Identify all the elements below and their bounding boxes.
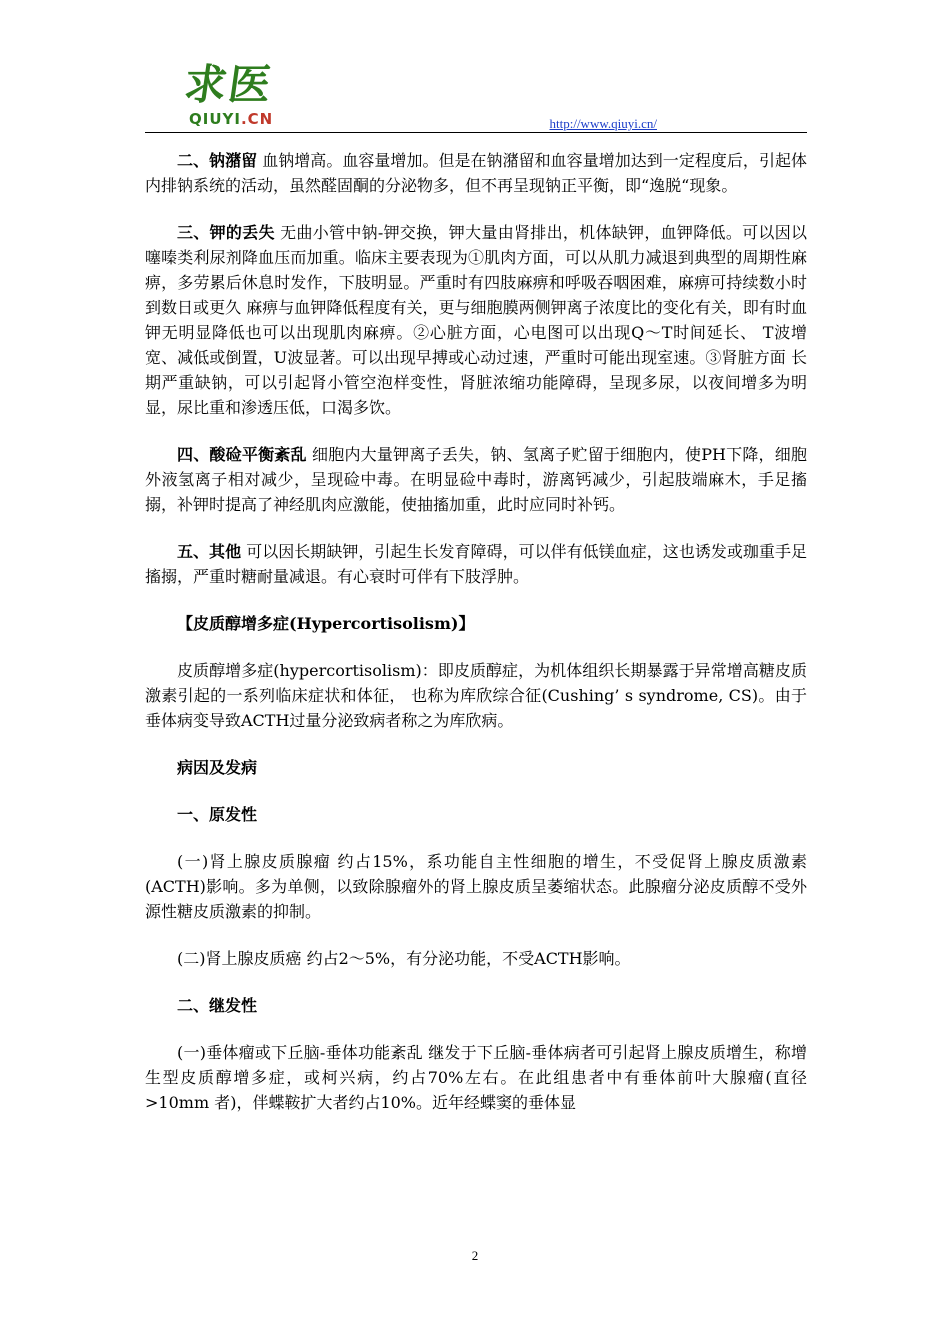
- paragraph-text: 血钠增高。血容量增加。但是在钠潴留和血容量增加达到一定程度后，引起体内排钠系统的活动，虽然醛固酮的分泌物多，但不再呈现钠正平衡，即“逸脱“现象。: [145, 151, 807, 195]
- paragraph-acid-base: [145, 442, 807, 517]
- page-header: [145, 48, 807, 134]
- paragraph-heading: 五、其他: [177, 542, 242, 561]
- logo-english-text: [189, 110, 273, 128]
- paragraph-adenoma: (一)肾上腺皮质腺瘤 约占15%，系功能自主性细胞的增生，不受促肾上腺皮质激素(ACTH)影响。多为单侧，以致除腺瘤外的肾上腺皮质呈萎缩状态。此腺瘤分泌皮质醇不受外源性糖皮质激素的抑制。: [145, 852, 807, 921]
- paragraph-heading: 四、酸硷平衡紊乱: [177, 445, 307, 464]
- paragraph-text: 可以因长期缺钾，引起生长发育障碍，可以伴有低镁血症，这也诱发或珈重手足搐搦，严重时糖耐量减退。有心衰时可伴有下肢浮肿。: [145, 542, 807, 586]
- header-divider: [145, 132, 807, 133]
- logo-en-right: .CN: [240, 110, 274, 128]
- section-title: 【皮质醇增多症(Hypercortisolism)】: [177, 614, 475, 633]
- paragraph-potassium-loss: [145, 220, 807, 420]
- paragraph-pituitary: (一)垂体瘤或下丘脑-垂体功能紊乱 继发于下丘脑-垂体病者可引起肾上腺皮质增生，称增生型皮质醇增多症，或柯兴病，约占70%左右。在此组患者中有垂体前叶大腺瘤(直径>10mm 者)，伴蝶鞍扩大者约占10%。近年经蝶窦的垂体显: [145, 1043, 807, 1112]
- subheading-secondary: 二、继发性: [177, 996, 258, 1015]
- paragraph-definition: 皮质醇增多症(hypercortisolism)：即皮质醇症，为机体组织长期暴露于异常增高糖皮质激素引起的一系列临床症状和体征， 也称为库欣综合征(Cushing’ s syndrome, CS)。由于垂体病变导致ACTH过量分泌致病者称之为库欣病。: [145, 661, 807, 730]
- qiuyi-logo: [181, 52, 345, 132]
- paragraph-text: 细胞内大量钾离子丢失，钠、氢离子贮留于细胞内，使PH下降，细胞外液氢离子相对减少，呈现硷中毒。在明显硷中毒时，游离钙减少，引起肢端麻木，手足搐搦，补钾时提高了神经肌肉应激能，使抽搐加重，此时应同时补钙。: [145, 445, 807, 514]
- paragraph-other: [145, 539, 807, 589]
- paragraph-heading: 三、钾的丢失: [177, 223, 275, 242]
- logo-en-left: QIUYI: [189, 110, 241, 128]
- subheading-etiology: 病因及发病: [177, 758, 258, 777]
- paragraph-text: 无曲小管中钠-钾交换，钾大量由肾排出，机体缺钾，血钾降低。可以因以噻嗪类利尿剂降血压而加重。临床主要表现为①肌肉方面，可以从肌力减退到典型的周期性麻痹，多劳累后休息时发作，下肢明显。严重时有四肢麻痹和呼吸吞咽困难，麻痹可持续数小时到数日或更久 麻痹与血钾降低程度有关，更与细胞膜两侧钾离子浓度比的变化有关，即有时血钾无明显降低也可以出现肌肉麻痹。②心脏方面，心电图可以出现Q～T时间延长、 T波增宽、减低或倒置，U波显著。可以出现早搏或心动过速，严重时可能出现室速。③肾脏方面 长期严重缺钠，可以引起肾小管空泡样变性，肾脏浓缩功能障碍，呈现多尿，以夜间增多为明显，尿比重和渗透压低，口渴多饮。: [145, 223, 807, 417]
- site-url-link[interactable]: http://www.qiuyi.cn/: [549, 116, 657, 131]
- subheading-primary: 一、原发性: [177, 805, 258, 824]
- document-body: [145, 148, 807, 1115]
- logo-chinese-text: 求医: [181, 60, 277, 109]
- paragraph-sodium-retention: [145, 148, 807, 198]
- paragraph-carcinoma: (二)肾上腺皮质癌 约占2～5%，有分泌功能，不受ACTH影响。: [177, 949, 631, 968]
- page-number: 2: [471, 1248, 479, 1263]
- paragraph-heading: 二、钠潴留: [177, 151, 258, 170]
